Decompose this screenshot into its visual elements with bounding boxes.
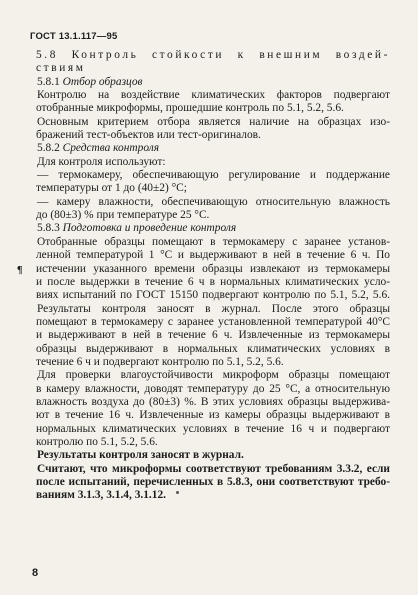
text-line: — камеру влажности, обеспечивающую относительную влажность [37,195,390,208]
text-line: отобранные микроформы, прошедшие контроль по 5.1, 5.2, 5.6. [36,102,344,115]
text-line: Результаты контроля заносят в журнал. После этого образцы [37,302,390,315]
text-line [36,222,390,235]
text-line: 5.8 Контроль стойкости к внешним воздей- [36,49,390,61]
text-line: Считают, что микроформы соответствуют требованиям 3.3.2, если [37,462,390,475]
text-line: контролю по 5.1, 5.2, 5.6. [36,435,158,448]
text-line: после испытаний, перечисленных в 5.8.3, они соответствуют требо- [36,476,390,488]
section-title: Отбор образцов [62,75,143,88]
text-line: Результаты контроля заносят в журнал. [37,449,244,462]
text-line: нормальных климатических условиях в течение 16 ч и подвергают [36,422,390,435]
text-line: Для контроля используют: [37,155,166,168]
section-number: 5.8.3 [37,222,63,235]
margin-mark: ¶ [17,265,23,276]
text-line [36,76,390,89]
text-line: и выдерживают в ней в течение 6 ч. Извлеченные из термокамеры [36,329,390,342]
text-line: в камеру влажности, доводят температуру до 25 °С, а относительную [36,382,390,395]
text-line: образцы выдерживают в нормальных климатических условиях в [36,342,390,355]
section-title: Средства контроля [62,142,159,155]
text-line: Основным критерием отбора является наличие на образцах изо- [37,115,390,128]
speck-dot [176,491,179,494]
section-title: Подготовка и проведение контроля [62,222,237,235]
text-line [36,142,390,155]
text-line: течение 6 ч и подвергают контролю по 5.1, 5.2, 5.6. [36,355,284,368]
text-line: и после выдержки в течение 6 ч в нормальных климатических усло- [36,275,390,288]
text-line: истечении указанного времени образцы извлекают из термокамеры [36,262,390,275]
standard-header: ГОСТ 13.1.117—95 [30,31,118,42]
text-line: Контролю на воздействие климатических факторов подвергают [37,89,390,102]
text-line: — термокамеру, обеспечивающую регулирование и поддержание [37,169,390,182]
document-body [36,49,390,503]
text-line: до (80±3) % при температуре 25 °С. [36,209,210,222]
text-line: влажность воздуха до (80±3) %. В этих условиях образцы выдержива- [36,395,390,408]
page-number: 8 [32,567,39,579]
text-line: ствиям [36,62,86,75]
text-line: ют в течение 16 ч. Извлеченные из камеры образцы выдерживают в [36,409,390,422]
text-line: Для проверки влагоустойчивости микроформ образцы помещают [37,369,390,382]
text-line: ленной температурой 1 °С и выдерживают в ней в течение 6 ч. По [36,249,390,262]
text-line: температуры от 1 до (40±2) °С; [36,182,187,195]
text-line: бражений тест-объектов или тест-оригиналов. [36,129,261,142]
text-line: Отобранные образцы помещают в термокамеру с заранее установ- [37,235,390,248]
text-line: помещают в термокамеру с заранее установленной температурой 40°С [36,315,390,328]
section-number: 5.8.2 [37,142,63,155]
section-number: 5.8.1 [37,75,63,88]
text-line: виях испытаний по ГОСТ 15150 подвергают контролю по 5.1, 5.2, 5.6. [36,289,390,302]
text-line: ваниям 3.1.3, 3.1.4, 3.1.12. [36,489,167,502]
